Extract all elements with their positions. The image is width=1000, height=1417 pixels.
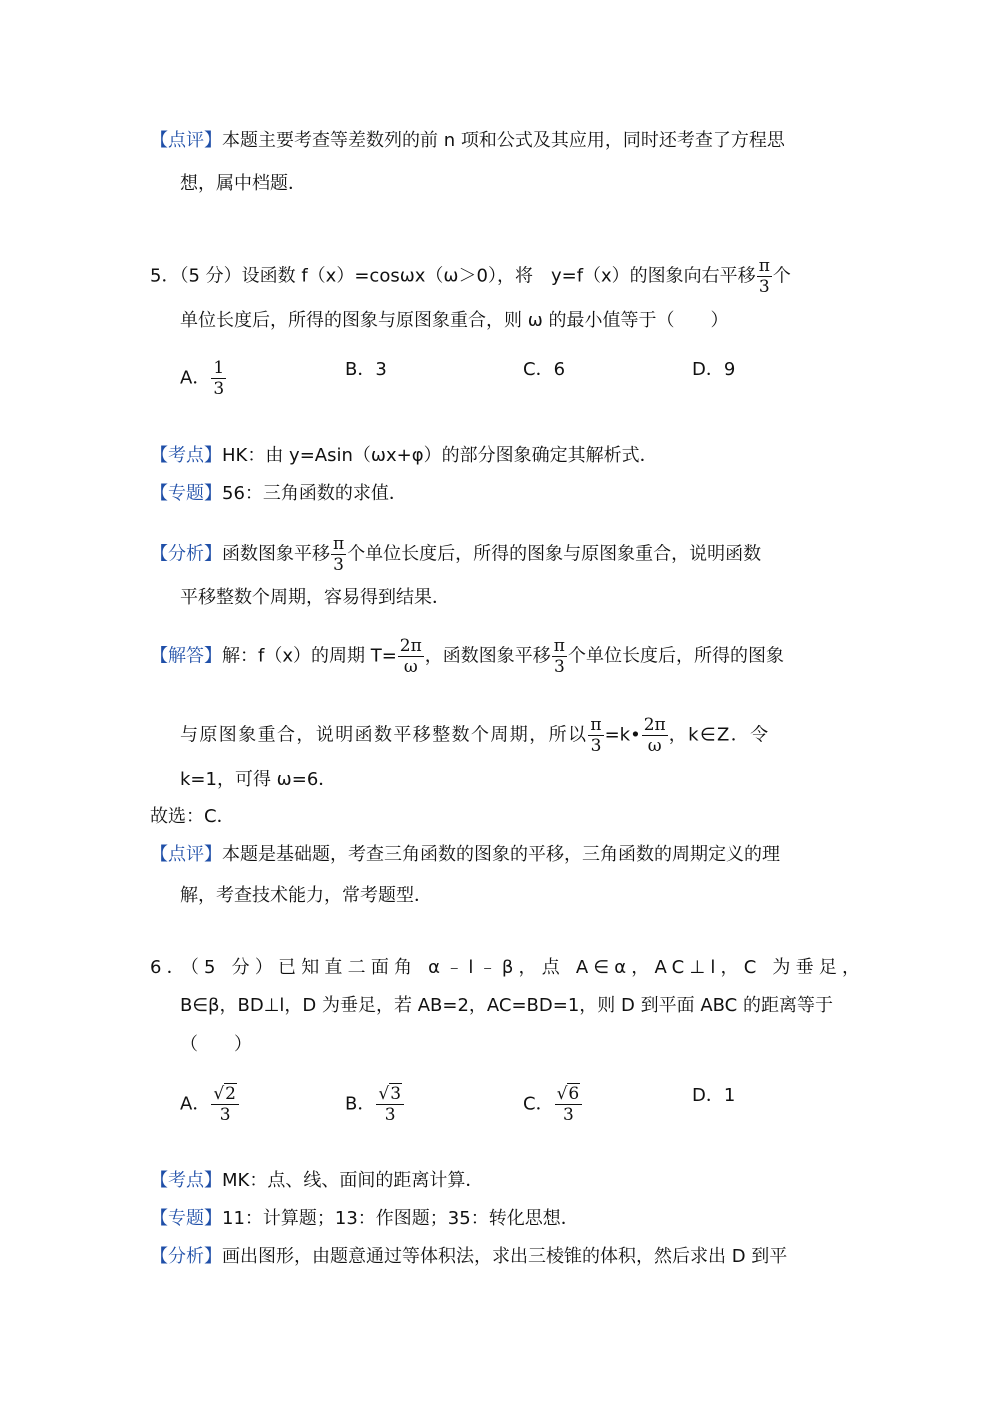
q5-jieda2-fraction1 (588, 715, 603, 756)
q5-fenxi-num: π (333, 534, 345, 554)
q6-option-c-fraction (555, 1084, 583, 1125)
q5-stem-line1 (150, 256, 791, 297)
q5-comment-tag: 【点评】 (150, 844, 222, 865)
q6-option-a-radicand: 2 (225, 1084, 236, 1104)
q5-jieda-shift-num: π (553, 636, 565, 656)
q6-option-b-label: B． (345, 1093, 376, 1115)
q5-jieda-shift-den: 3 (553, 657, 565, 677)
q5-jieda2-fraction2 (642, 715, 668, 756)
q5-jieda2-num2: 2π (643, 715, 666, 735)
q5-jieda2-den2: ω (647, 736, 662, 756)
q6-zhuanti-text: 11：计算题；13：作图题；35：转化思想． (222, 1208, 579, 1229)
q6-kaodian-text: MK：点、线、面间的距离计算． (222, 1170, 484, 1191)
q5-jieda-period-den: ω (403, 657, 418, 677)
q6-option-d: D．1 (692, 1085, 736, 1106)
q5-kaodian (150, 444, 658, 468)
q6-option-a-label: A． (180, 1093, 211, 1115)
q5-jieda-tag: 【解答】 (150, 645, 222, 667)
q5-fenxi-fraction (331, 534, 346, 575)
q5-stem1: 5．（5 分）设函数 f（x）=cosωx（ω＞0），将 y=f（x）的图象向右平移 (150, 265, 756, 287)
q6-option-c-sqrt: √6 (556, 1084, 580, 1104)
q5-zhuanti-text: 56：三角函数的求值． (222, 483, 407, 504)
q6-option-c-radicand: 6 (568, 1084, 580, 1104)
q5-jieda1c: 个单位长度后，所得的图象 (567, 645, 784, 667)
q6-option-a-fraction (211, 1084, 239, 1125)
q6-option-c-den: 3 (563, 1105, 574, 1125)
q6-fenxi (150, 1245, 787, 1269)
q5-answer: 故选：C． (150, 806, 235, 827)
q5-option-a-label: A． (180, 367, 211, 389)
q5-jieda2-den1: 3 (590, 736, 602, 756)
q5-fenxi-tag: 【分析】 (150, 543, 222, 565)
q6-option-b-fraction (376, 1084, 404, 1125)
q6-option-a-den: 3 (219, 1105, 231, 1125)
q5-jieda1a: 解：f（x）的周期 T= (222, 645, 397, 667)
q5-shift-fraction (757, 256, 772, 297)
q5-jieda-line1 (150, 636, 784, 677)
q5-stem1-end: 个 (772, 265, 791, 287)
q5-comment-line2: 解，考查技术能力，常考题型． (180, 885, 432, 906)
q5-jieda2-mid: =k• (604, 724, 641, 746)
q4-comment-text1: 本题主要考查等差数列的前 n 项和公式及其应用，同时还考查了方程思 (222, 130, 785, 151)
q6-option-a (180, 1084, 240, 1125)
q5-stem-line2: 单位长度后，所得的图象与原图象重合，则 ω 的最小值等于（ ） (180, 310, 729, 331)
q6-kaodian-tag: 【考点】 (150, 1170, 222, 1191)
q5-shift-den: 3 (758, 277, 770, 297)
q5-fenxi-den: 3 (333, 555, 344, 575)
q6-option-c-label: C． (523, 1093, 554, 1115)
q6-option-b-den: 3 (384, 1105, 396, 1125)
q6-stem-line3: （ ） (180, 1034, 252, 1055)
q6-option-b (345, 1084, 405, 1125)
q5-jieda2b: ，k∈Z．令 (668, 724, 770, 746)
q5-option-a-fraction (211, 358, 226, 399)
q5-option-a-num: 1 (213, 358, 225, 378)
q5-kaodian-tag: 【考点】 (150, 445, 222, 466)
q5-option-d: D．9 (692, 359, 736, 380)
q5-zhuanti (150, 482, 407, 506)
q6-fenxi1: 画出图形，由题意通过等体积法，求出三棱锥的体积，然后求出 D 到平 (222, 1246, 788, 1267)
q6-option-c (523, 1084, 583, 1125)
q5-shift-num: π (758, 256, 770, 276)
q5-option-b: B．3 (345, 359, 387, 380)
q5-option-a-den: 3 (213, 379, 225, 399)
q5-jieda2-num1: π (590, 715, 602, 735)
q5-jieda-line2 (180, 715, 770, 756)
q5-fenxi1a: 函数图象平移 (222, 543, 330, 565)
q5-fenxi-line2: 平移整数个周期，容易得到结果． (180, 587, 450, 608)
q5-fenxi1b: 个单位长度后，所得的图象与原图象重合，说明函数 (347, 543, 762, 565)
q6-option-a-sqrt: √2 (213, 1084, 236, 1104)
q4-comment-line2: 想，属中档题． (180, 173, 306, 194)
q5-jieda1b: ，函数图象平移 (424, 645, 551, 667)
q4-comment-tag: 【点评】 (150, 130, 222, 151)
q6-stem-line1: 6．（5 分）已知直二面角 α﹣l﹣β，点 A∈α，AC⊥l，C 为垂足， (150, 957, 866, 978)
q6-stem-line2: B∈β，BD⊥l，D 为垂足，若 AB=2，AC=BD=1，则 D 到平面 ABC 的距离等于 (180, 995, 833, 1016)
q6-zhuanti-tag: 【专题】 (150, 1208, 222, 1229)
q5-jieda2a: 与原图象重合，说明函数平移整数个周期，所以 (180, 724, 588, 746)
q5-jieda-shift-fraction (552, 636, 567, 677)
q5-fenxi-line1 (150, 534, 761, 575)
q6-kaodian (150, 1169, 483, 1193)
q6-fenxi-tag: 【分析】 (150, 1246, 222, 1267)
q6-option-b-sqrt: √3 (378, 1084, 402, 1104)
q5-kaodian-text: HK：由 y=Asin（ωx+φ）的部分图象确定其解析式． (222, 445, 658, 466)
q5-jieda-period-num: 2π (399, 636, 422, 656)
q4-comment-line1 (150, 129, 785, 153)
q5-jieda-line3: k=1，可得 ω=6． (180, 769, 337, 790)
q5-jieda-period-fraction (398, 636, 424, 677)
q5-comment1: 本题是基础题，考查三角函数的图象的平移，三角函数的周期定义的理 (222, 844, 780, 865)
q5-comment-line1 (150, 843, 780, 867)
q5-option-c: C．6 (523, 359, 566, 380)
q5-zhuanti-tag: 【专题】 (150, 483, 222, 504)
q6-option-b-radicand: 3 (390, 1084, 402, 1104)
q6-zhuanti (150, 1207, 579, 1231)
q5-option-a (180, 358, 227, 399)
